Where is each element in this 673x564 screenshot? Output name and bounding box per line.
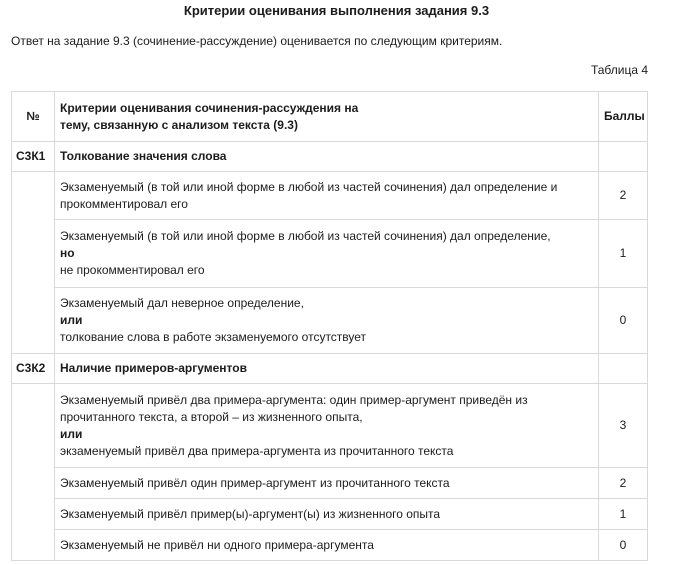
points-value: 1 — [599, 499, 648, 530]
criteria-description — [55, 288, 599, 354]
criteria-row — [12, 172, 648, 220]
description-line: экзаменуемый привёл два примера-аргумента из прочитанного текста — [60, 443, 454, 458]
section-points-empty — [599, 354, 648, 384]
header-number: № — [12, 92, 55, 142]
description-line: прокомментировал его — [60, 196, 188, 211]
table-header-row — [12, 92, 648, 142]
section-points-empty — [599, 142, 648, 172]
table-label: Таблица 4 — [590, 63, 648, 77]
header-points: Баллы — [599, 92, 648, 142]
points-value: 3 — [599, 384, 648, 468]
section-title: Наличие примеров-аргументов — [55, 354, 599, 384]
connector-word: но — [60, 246, 75, 260]
row-number-empty — [12, 384, 55, 561]
criteria-description — [55, 384, 599, 468]
section-code: С3К2 — [12, 354, 55, 384]
points-value: 0 — [599, 288, 648, 354]
description-line: Экзаменуемый (в той или иной форме в любой из частей сочинения) дал определение, — [60, 229, 551, 243]
intro-text: Ответ на задание 9.3 (сочинение-рассуждение) оценивается по следующим критериям. — [11, 34, 503, 48]
criteria-description — [55, 468, 599, 499]
document-title: Критерии оценивания выполнения задания 9.3 — [183, 3, 490, 18]
description-line: прочитанного текста, а второй – из жизненного опыта, — [60, 409, 363, 424]
description-line: Экзаменуемый привёл пример(ы)-аргумент(ы) из жизненного опыта — [60, 506, 441, 521]
criteria-description — [55, 530, 599, 561]
description-line: Экзаменуемый (в той или иной форме в любой из частей сочинения) дал определение и — [60, 179, 558, 194]
criteria-table — [11, 91, 648, 561]
criteria-description — [55, 172, 599, 220]
criteria-row — [12, 220, 648, 288]
description-line: Экзаменуемый привёл один пример-аргумент из прочитанного текста — [60, 475, 450, 490]
section-title: Толкование значения слова — [55, 142, 599, 172]
table-body — [12, 142, 648, 561]
points-value: 0 — [599, 530, 648, 561]
description-line: толкование слова в работе экзаменуемого отсутствует — [60, 330, 367, 344]
row-number-empty — [12, 172, 55, 354]
description-line: Экзаменуемый привёл два примера-аргумента: один пример-аргумент приведён из — [60, 392, 528, 407]
description-line: Экзаменуемый не привёл ни одного примера-аргумента — [60, 537, 374, 552]
section-code: С3К1 — [12, 142, 55, 172]
criteria-row — [12, 530, 648, 561]
criteria-row — [12, 468, 648, 499]
header-criteria-line: Критерии оценивания сочинения-рассуждения на — [60, 100, 359, 115]
section-row — [12, 354, 648, 384]
description-line: не прокомментировал его — [60, 263, 205, 277]
points-value: 1 — [599, 220, 648, 288]
header-criteria — [55, 92, 599, 142]
criteria-row — [12, 288, 648, 354]
points-value: 2 — [599, 172, 648, 220]
criteria-description — [55, 220, 599, 288]
section-row — [12, 142, 648, 172]
criteria-description — [55, 499, 599, 530]
criteria-row — [12, 499, 648, 530]
header-criteria-line: тему, связанную с анализом текста (9.3) — [60, 117, 298, 132]
criteria-row — [12, 384, 648, 468]
points-value: 2 — [599, 468, 648, 499]
connector-word: или — [60, 313, 83, 327]
connector-word: или — [60, 426, 83, 441]
description-line: Экзаменуемый дал неверное определение, — [60, 296, 304, 310]
